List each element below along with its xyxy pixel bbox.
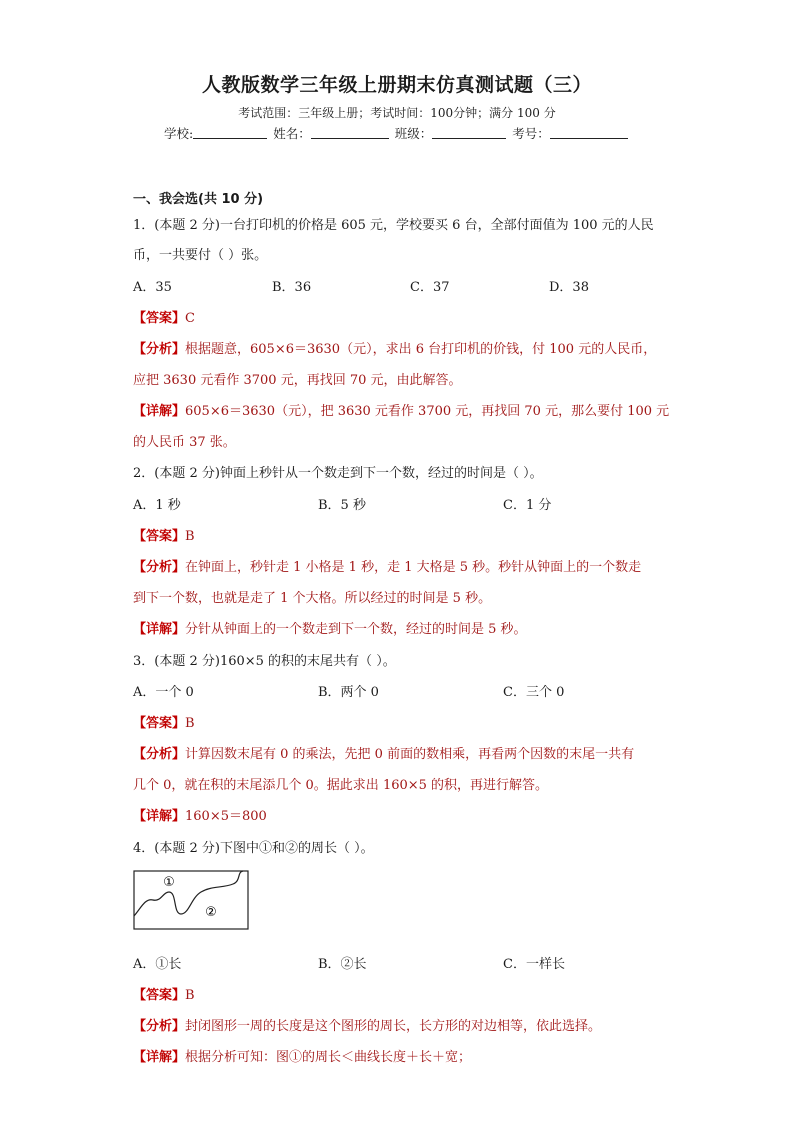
q1-option-c: C．37 [410,280,450,295]
q2-option-c: C．1 分 [503,498,552,513]
perimeter-figure [133,870,251,932]
q1-answer-value: C [185,311,195,326]
analysis-tag: 【分析】 [133,747,186,762]
detail-tag: 【详解】 [133,622,186,637]
q3-option-a: A．一个 0 [133,685,194,700]
answer-tag: 【答案】 [133,529,186,544]
school-label: 学校: [164,126,194,141]
q4-option-c: C．一样长 [503,957,565,972]
q1-analysis-text1: 根据题意，605×6＝3630（元），求出 6 台打印机的价钱，付 100 元的人民币， [185,342,657,357]
q2-analysis-line1 [133,556,641,575]
school-blank [193,126,267,139]
q4-detail-text1: 根据分析可知：图①的周长＜曲线长度＋长＋宽； [185,1050,472,1065]
q1-stem-line1: 1．(本题 2 分)一台打印机的价格是 605 元，学校要买 6 台，全部付面值为 100 元的人民 [133,218,654,233]
q1-option-a: A．35 [133,280,172,295]
figure-label-1: ① [163,875,175,890]
q3-option-c: C．三个 0 [503,685,565,700]
figure-label-2: ② [205,905,217,920]
figure-curve [134,871,243,916]
analysis-tag: 【分析】 [133,560,186,575]
number-label: 考号： [512,126,550,141]
detail-tag: 【详解】 [133,1050,186,1065]
q1-answer [133,307,195,326]
q4-analysis-line1 [133,1015,601,1034]
name-blank [311,126,389,139]
q1-option-b: B．36 [272,280,312,295]
q2-option-b: B．5 秒 [318,498,366,513]
q4-stem-line1: 4．(本题 2 分)下图中①和②的周长（ ）。 [133,841,374,856]
page-title: 人教版数学三年级上册期末仿真测试题（三） [201,74,592,96]
section-heading: 一、我会选(共 10 分) [133,192,264,207]
q4-option-b: B．②长 [318,957,367,972]
q3-analysis-line2: 几个 0，就在积的末尾添几个 0。据此求出 160×5 的积，再进行解答。 [133,778,549,793]
analysis-tag: 【分析】 [133,342,186,357]
q4-answer-value: B [185,988,195,1003]
q3-answer [133,712,195,731]
q3-detail-text1: 160×5＝800 [185,809,267,824]
q3-stem-line1: 3．(本题 2 分)160×5 的积的末尾共有（ ）。 [133,654,396,669]
q1-detail-line1 [133,400,669,419]
q2-option-a: A．1 秒 [133,498,181,513]
answer-tag: 【答案】 [133,716,186,731]
q4-option-a: A．①长 [133,957,182,972]
q3-analysis-line1 [133,743,634,762]
q3-detail-line1 [133,805,267,824]
q2-detail-line1 [133,618,527,637]
q3-option-b: B．两个 0 [318,685,379,700]
q4-analysis-text1: 封闭图形一周的长度是这个图形的周长，长方形的对边相等，依此选择。 [185,1019,602,1034]
q2-analysis-text1: 在钟面上，秒针走 1 小格是 1 秒，走 1 大格是 5 秒。秒针从钟面上的一个数走 [185,560,642,575]
exam-info: 考试范围：三年级上册；考试时间：100分钟；满分 100 分 [238,106,556,120]
q2-analysis-line2: 到下一个数，也就是走了 1 个大格。所以经过的时间是 5 秒。 [133,591,492,606]
q2-answer-value: B [185,529,195,544]
q1-detail-text1: 605×6＝3630（元），把 3630 元看作 3700 元，再找回 70 元，那么要付 100 元 [185,404,670,419]
detail-tag: 【详解】 [133,404,186,419]
q2-stem-line1: 2．(本题 2 分)钟面上秒针从一个数走到下一个数，经过的时间是（ ）。 [133,466,543,481]
class-blank [432,126,506,139]
q1-option-d: D．38 [549,280,589,295]
q3-analysis-text1: 计算因数末尾有 0 的乘法，先把 0 前面的数相乘，再看两个因数的末尾一共有 [185,747,635,762]
q1-stem-line2: 币，一共要付（ ）张。 [133,248,268,263]
q1-detail-line2: 的人民币 37 张。 [133,435,236,450]
name-label: 姓名： [273,126,311,141]
q4-answer [133,984,195,1003]
q1-analysis-line1 [133,338,656,357]
q3-answer-value: B [185,716,195,731]
q2-answer [133,525,195,544]
answer-tag: 【答案】 [133,988,186,1003]
analysis-tag: 【分析】 [133,1019,186,1034]
student-info-fields [164,124,630,142]
number-blank [550,126,628,139]
q2-detail-text1: 分针从钟面上的一个数走到下一个数，经过的时间是 5 秒。 [185,622,527,637]
detail-tag: 【详解】 [133,809,186,824]
class-label: 班级： [394,126,433,141]
answer-tag: 【答案】 [133,311,186,326]
q1-analysis-line2: 应把 3630 元看作 3700 元，再找回 70 元，由此解答。 [133,373,462,388]
q4-detail-line1 [133,1046,471,1065]
